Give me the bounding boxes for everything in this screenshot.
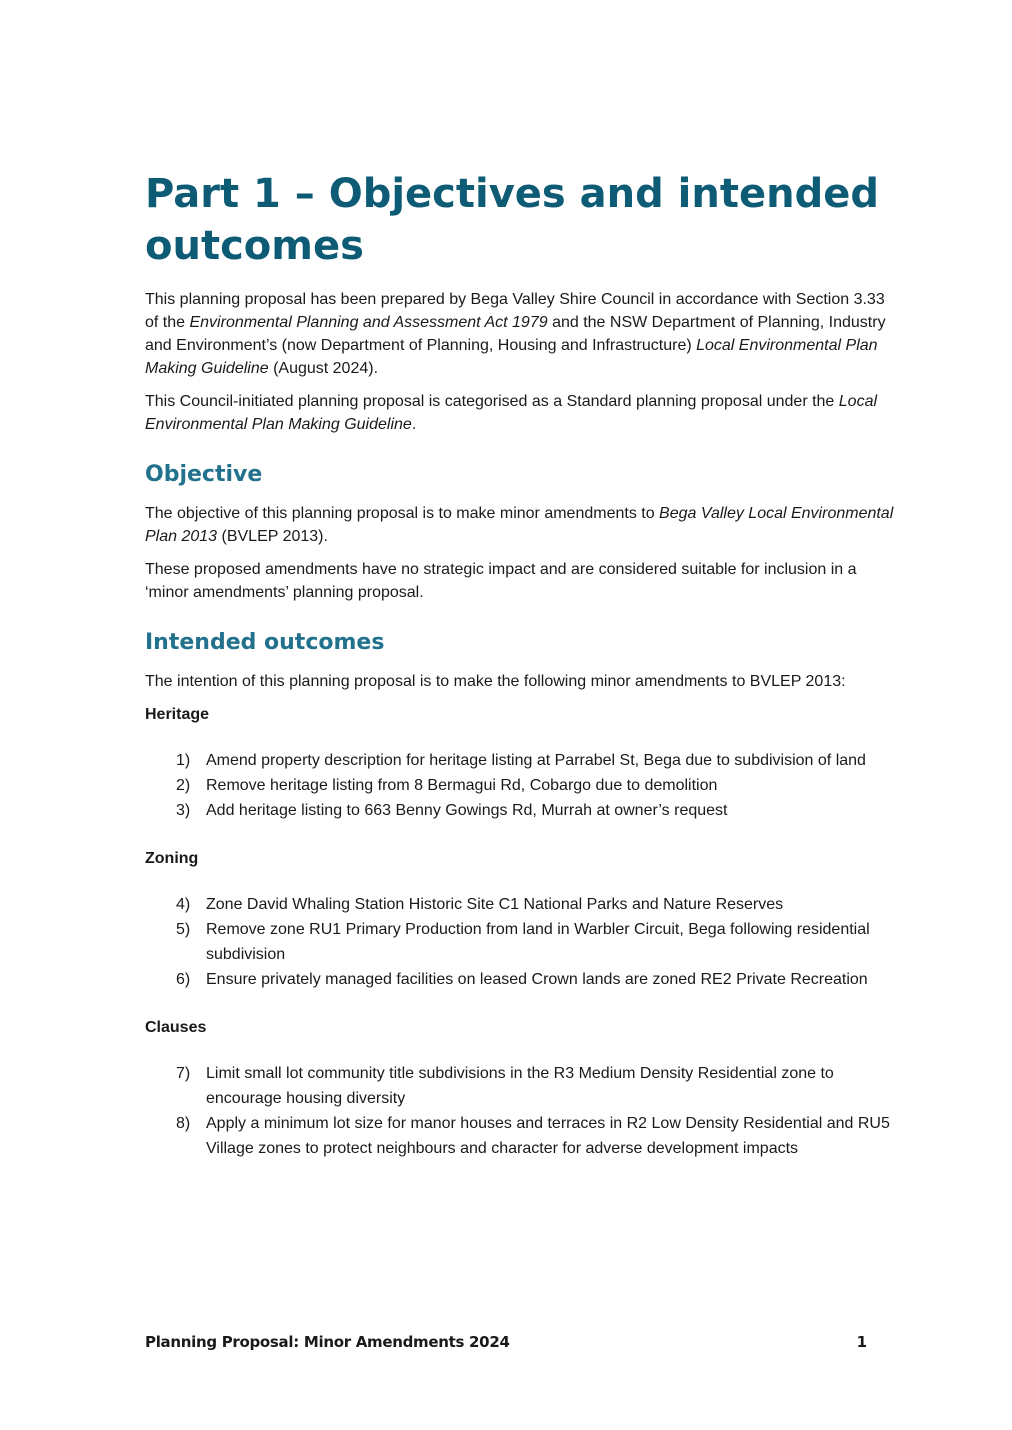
list-item	[145, 892, 895, 917]
page-title: Part 1 – Objectives and intended outcomes	[145, 171, 879, 269]
intro-p1-act-title: Environmental Planning and Assessment Act 1979	[189, 314, 548, 331]
page-content	[145, 168, 895, 1161]
list-item-text: Ensure privately managed facilities on leased Crown lands are zoned RE2 Private Recreation	[206, 971, 868, 988]
list-item-number: 3)	[176, 802, 191, 819]
clauses-subheading: Clauses	[145, 1019, 207, 1036]
intro-p2-text-a: This Council-initiated planning proposal is categorised as a Standard planning proposal under the	[145, 393, 839, 410]
zoning-list	[145, 892, 895, 992]
objective-p1-text-a: The objective of this planning proposal is to make minor amendments to	[145, 505, 660, 522]
list-item-number: 5)	[176, 921, 191, 938]
footer-document-title: Planning Proposal: Minor Amendments 2024	[145, 1333, 510, 1351]
list-item-number: 6)	[176, 971, 191, 988]
zoning-subheading: Zoning	[145, 850, 199, 867]
intro-p2-guideline-title: Local Environmental Plan Making Guideline	[145, 393, 878, 433]
intro-paragraph-1	[145, 288, 895, 380]
list-item	[145, 967, 895, 992]
list-item-text: Add heritage listing to 663 Benny Gowings Rd, Murrah at owner’s request	[206, 802, 728, 819]
list-item-number: 2)	[176, 777, 191, 794]
page-footer	[145, 1333, 867, 1355]
heritage-list	[145, 748, 895, 823]
list-item	[145, 798, 895, 823]
intended-outcomes-heading: Intended outcomes	[145, 630, 385, 655]
intended-outcomes-intro: The intention of this planning proposal is to make the following minor amendments to BVLEP 2013:	[145, 673, 846, 690]
list-item-text: Remove zone RU1 Primary Production from land in Warbler Circuit, Bega following residential subdivision	[206, 921, 870, 963]
clauses-list	[145, 1061, 895, 1161]
intro-p2-text-c: .	[411, 416, 417, 433]
list-item-number: 8)	[176, 1115, 191, 1132]
intro-p1-text-a: This planning proposal has been prepared by Bega Valley Shire Council in accordance with Section 3.33 of the	[145, 291, 885, 331]
list-item	[145, 1061, 895, 1111]
intro-p1-text-c: and the NSW Department of Planning, Industry and Environment’s (now Department of Planning, Housing and Infrastructure)	[145, 314, 886, 354]
list-item-text: Limit small lot community title subdivisions in the R3 Medium Density Residential zone to encourage housing diversity	[206, 1065, 834, 1107]
objective-paragraph-1	[145, 502, 895, 548]
intro-p1-guideline-title: Local Environmental Plan Making Guideline	[145, 337, 878, 377]
heritage-subheading: Heritage	[145, 706, 210, 723]
intro-paragraph-2	[145, 390, 895, 436]
objective-heading: Objective	[145, 462, 263, 487]
intro-p1-text-e: (August 2024).	[268, 360, 379, 377]
list-item-text: Remove heritage listing from 8 Bermagui Rd, Cobargo due to demolition	[206, 777, 718, 794]
list-item-number: 7)	[176, 1065, 191, 1082]
list-item	[145, 1111, 895, 1161]
list-item	[145, 748, 895, 773]
list-item-text: Apply a minimum lot size for manor houses and terraces in R2 Low Density Residential and RU5 Village zones to protect neighbours and character for adverse development impacts	[206, 1115, 890, 1157]
objective-p1-plan-title: Bega Valley Local Environmental Plan 2013	[145, 505, 894, 545]
objective-paragraph-2: These proposed amendments have no strategic impact and are considered suitable for inclusion in a ‘minor amendments’ planning proposal.	[145, 561, 857, 601]
list-item-text: Amend property description for heritage listing at Parrabel St, Bega due to subdivision of land	[206, 752, 866, 769]
list-item-number: 4)	[176, 896, 191, 913]
list-item-number: 1)	[176, 752, 191, 769]
list-item	[145, 773, 895, 798]
list-item-text: Zone David Whaling Station Historic Site C1 National Parks and Nature Reserves	[206, 896, 784, 913]
list-item	[145, 917, 895, 967]
objective-p1-text-c: (BVLEP 2013).	[217, 528, 328, 545]
footer-page-number: 1	[856, 1333, 867, 1351]
